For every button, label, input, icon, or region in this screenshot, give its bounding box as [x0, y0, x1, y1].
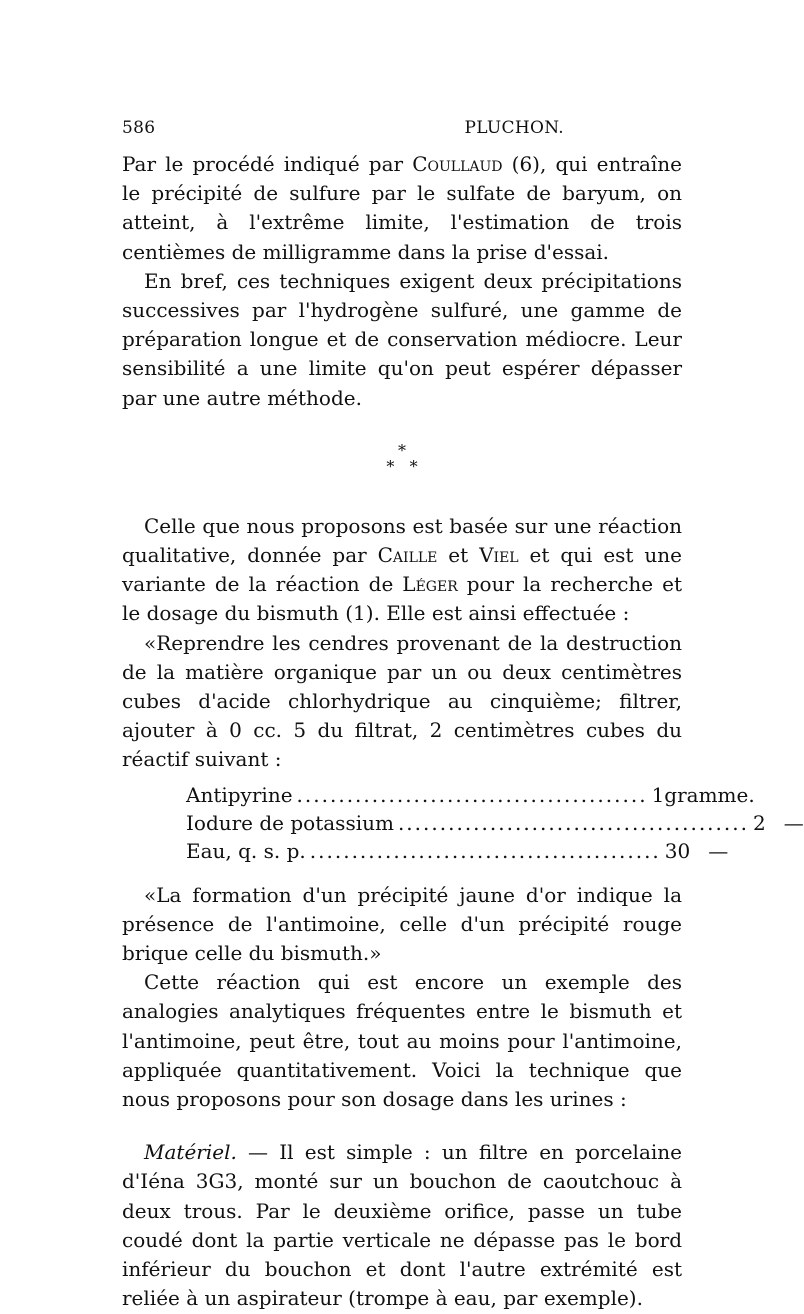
paragraph-3: [122, 512, 682, 629]
leader-dots: ..........................................: [397, 810, 749, 835]
paragraph-5: «La formation d'un précipité jaune d'or indique la présence de l'antimoine, celle d'un précipité rouge brique celle du bismuth.»: [122, 882, 682, 966]
paragraph-3-text-d: pour la recherche et le dosage du bismuth (1). Elle est ainsi effectuée :: [122, 572, 682, 626]
paragraph-3-text-a: Celle que nous proposons est basée sur une réaction qualitative, donnée par: [122, 513, 682, 568]
author-name: Léger: [402, 572, 458, 597]
paragraph-1-text-b: (6), qui entraîne le précipité de sulfure par le sulfate de baryum, on atteint, à l'extrême limite, l'estimation de trois centièmes de milligramme dans la prise d'essai.: [122, 152, 682, 264]
section-heading-materiel: Matériel.: [144, 1140, 237, 1165]
paragraph-3-text-c: et qui est une variante de la réaction de: [122, 543, 682, 597]
ingredient-quantity: 2: [752, 810, 766, 835]
paragraph-3-text-b: et: [437, 543, 480, 568]
author-name: Viel: [479, 543, 519, 568]
formula-row: [186, 781, 755, 809]
ingredient-name: Iodure de potassium: [186, 810, 394, 835]
page-number: 586: [122, 118, 156, 138]
ingredient-quantity: 1: [651, 782, 665, 807]
formula-row: [186, 837, 729, 865]
leader-dots: ..........................................: [296, 782, 648, 807]
paragraph-1-text-a: Par le procédé indiqué par: [122, 152, 413, 176]
leader-dots: ..........................................: [309, 838, 661, 863]
formula-row: [186, 809, 804, 837]
paragraph-6: Cette réaction qui est encore un exemple des analogies analytiques fréquentes entre le bismuth et l'antimoine, peut être, tout au moins pour l'antimoine, appliquée quantitativement. Voici la technique que nous proposons pour son dosage dans les urines :: [122, 970, 682, 1112]
asterism-top: *: [398, 440, 406, 460]
paragraph-7: [122, 1138, 682, 1313]
running-title: PLUCHON.: [464, 118, 564, 138]
ingredient-unit: —: [708, 838, 729, 863]
ingredient-unit: —: [783, 810, 804, 835]
ingredient-unit: gramme.: [664, 782, 755, 807]
author-name: Coullaud: [412, 152, 503, 176]
paragraph-2: En bref, ces techniques exigent deux précipitations successives par l'hydrogène sulfuré, une gamme de préparation longue et de conservation médiocre. Leur sensibilité a une limite qu'on peut espérer dépasser par une autre méthode.: [122, 268, 682, 410]
paragraph-4: «Reprendre les cendres provenant de la destruction de la matière organique par un ou deux centimètres cubes d'acide chlorhydrique au cinquième; filtrer, ajouter à 0 cc. 5 du filtrat, 2 centimètres cubes du réactif suivant :: [122, 630, 682, 772]
ingredient-name: Antipyrine: [186, 782, 293, 807]
section-asterism: [122, 440, 682, 476]
asterism-bottom: * *: [386, 456, 418, 476]
paragraph-1: [122, 150, 682, 267]
reagent-formula: [186, 781, 804, 865]
ingredient-name: Eau, q. s. p.: [186, 838, 306, 863]
ingredient-quantity: 30: [664, 838, 691, 863]
book-page: [122, 118, 804, 1314]
author-name: Caille: [377, 543, 438, 568]
paragraph-7-text: — Il est simple : un filtre en porcelaine d'Iéna 3G3, monté sur un bouchon de caoutchouc à deux trous. Par le deuxième orifice, passe un tube coudé dont la partie verticale ne dépasse pas le bord inférieur du bouchon et dont l'autre extrémité est reliée à un aspirateur (trompe à eau, par exemple).: [122, 1140, 682, 1311]
page-header: [122, 118, 682, 150]
